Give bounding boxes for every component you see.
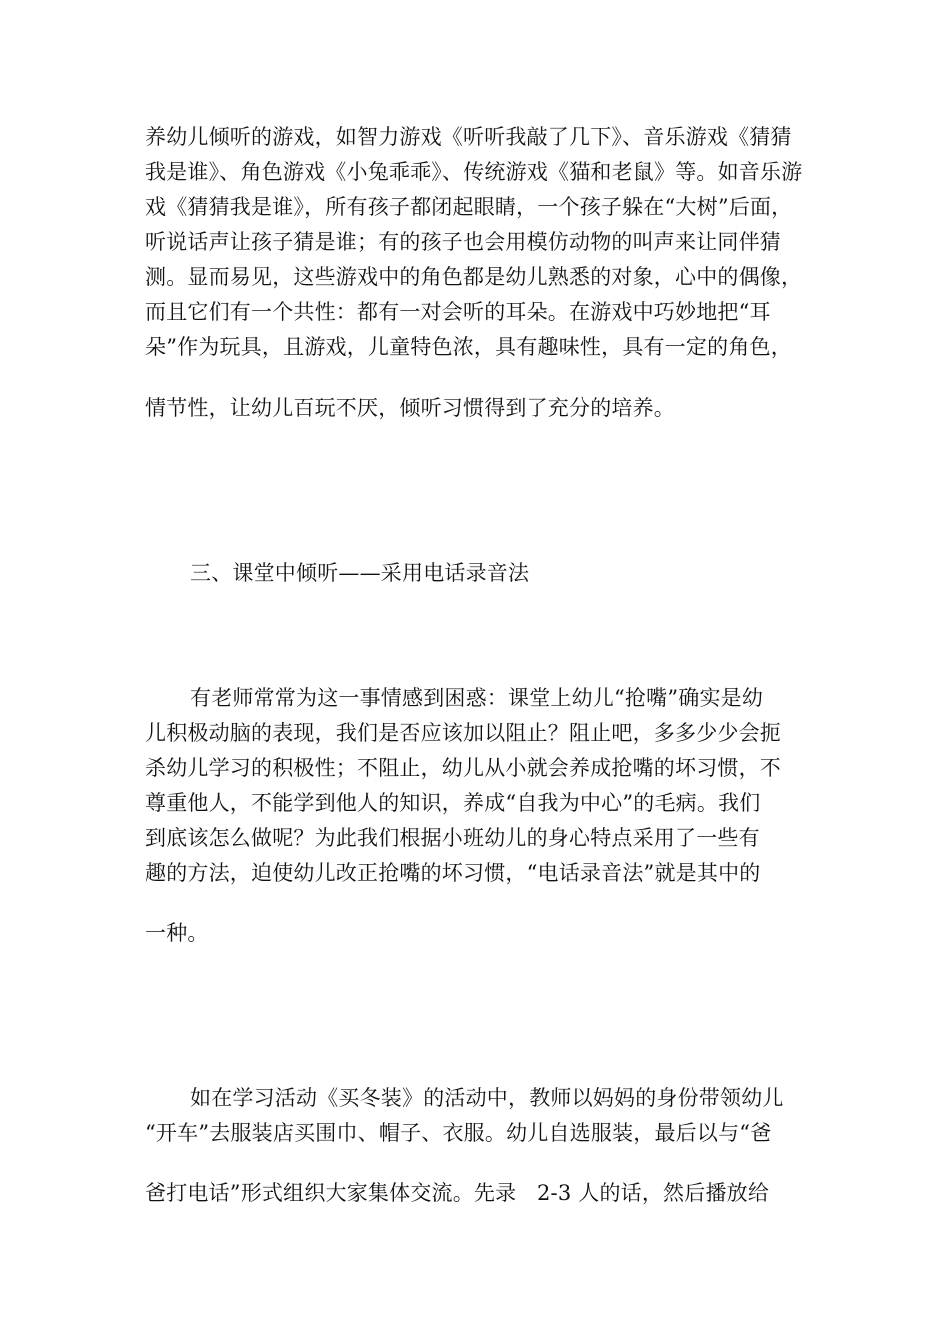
paragraph-1-line-2: 我是谁》、角色游戏《小兔乖乖》、传统游戏《猫和老鼠》等。如音乐游 [145, 160, 803, 184]
section-heading: 三、课堂中倾听——采用电话录音法 [190, 561, 530, 585]
paragraph-2-line-5: 到底该怎么做呢？为此我们根据小班幼儿的身心特点采用了一些有 [145, 826, 760, 850]
paragraph-1-line-6: 而且它们有一个共性：都有一对会听的耳朵。在游戏中巧妙地把“耳 [145, 300, 771, 324]
paragraph-2-line-1: 有老师常常为这一事情感到困惑：课堂上幼儿“抢嘴”确实是幼 [190, 686, 764, 710]
paragraph-1-line-8: 情节性，让幼儿百玩不厌，倾听习惯得到了充分的培养。 [145, 396, 675, 420]
paragraph-2-line-4: 尊重他人，不能学到他人的知识，养成“自我为中心”的毛病。我们 [145, 791, 761, 815]
paragraph-1-line-3: 戏《猜猜我是谁》，所有孩子都闭起眼睛，一个孩子躲在“大树”后面， [145, 195, 793, 219]
paragraph-2-line-3: 杀幼儿学习的积极性；不阻止，幼儿从小就会养成抢嘴的坏习惯，不 [145, 756, 781, 780]
paragraph-1-line-4: 听说话声让孩子猜是谁；有的孩子也会用模仿动物的叫声来让同伴猜 [145, 230, 781, 254]
paragraph-3-line-1: 如在学习活动《买冬装》的活动中，教师以妈妈的身份带领幼儿 [190, 1086, 784, 1110]
paragraph-3-line-2: “开车”去服装店买围巾、帽子、衣服。幼儿自选服装，最后以与“爸 [145, 1121, 772, 1145]
paragraph-2-line-2: 儿积极动脑的表现，我们是否应该加以阻止？阻止吧，多多少少会扼 [145, 721, 781, 745]
paragraph-2-line-7: 一种。 [145, 921, 209, 945]
paragraph-1-line-5: 测。显而易见，这些游戏中的角色都是幼儿熟悉的对象，心中的偶像， [145, 265, 803, 289]
paragraph-1-line-7: 朵”作为玩具，且游戏，儿童特色浓，具有趣味性，具有一定的角色， [145, 335, 792, 359]
paragraph-3-line-3: 爸打电话”形式组织大家集体交流。先录 2-3 人的话，然后播放给 [145, 1181, 770, 1205]
paragraph-2-line-6: 趣的方法，迫使幼儿改正抢嘴的坏习惯，“电话录音法”就是其中的 [145, 861, 761, 885]
paragraph-1-line-1: 养幼儿倾听的游戏，如智力游戏《听听我敲了几下》、音乐游戏《猜猜 [145, 125, 792, 149]
